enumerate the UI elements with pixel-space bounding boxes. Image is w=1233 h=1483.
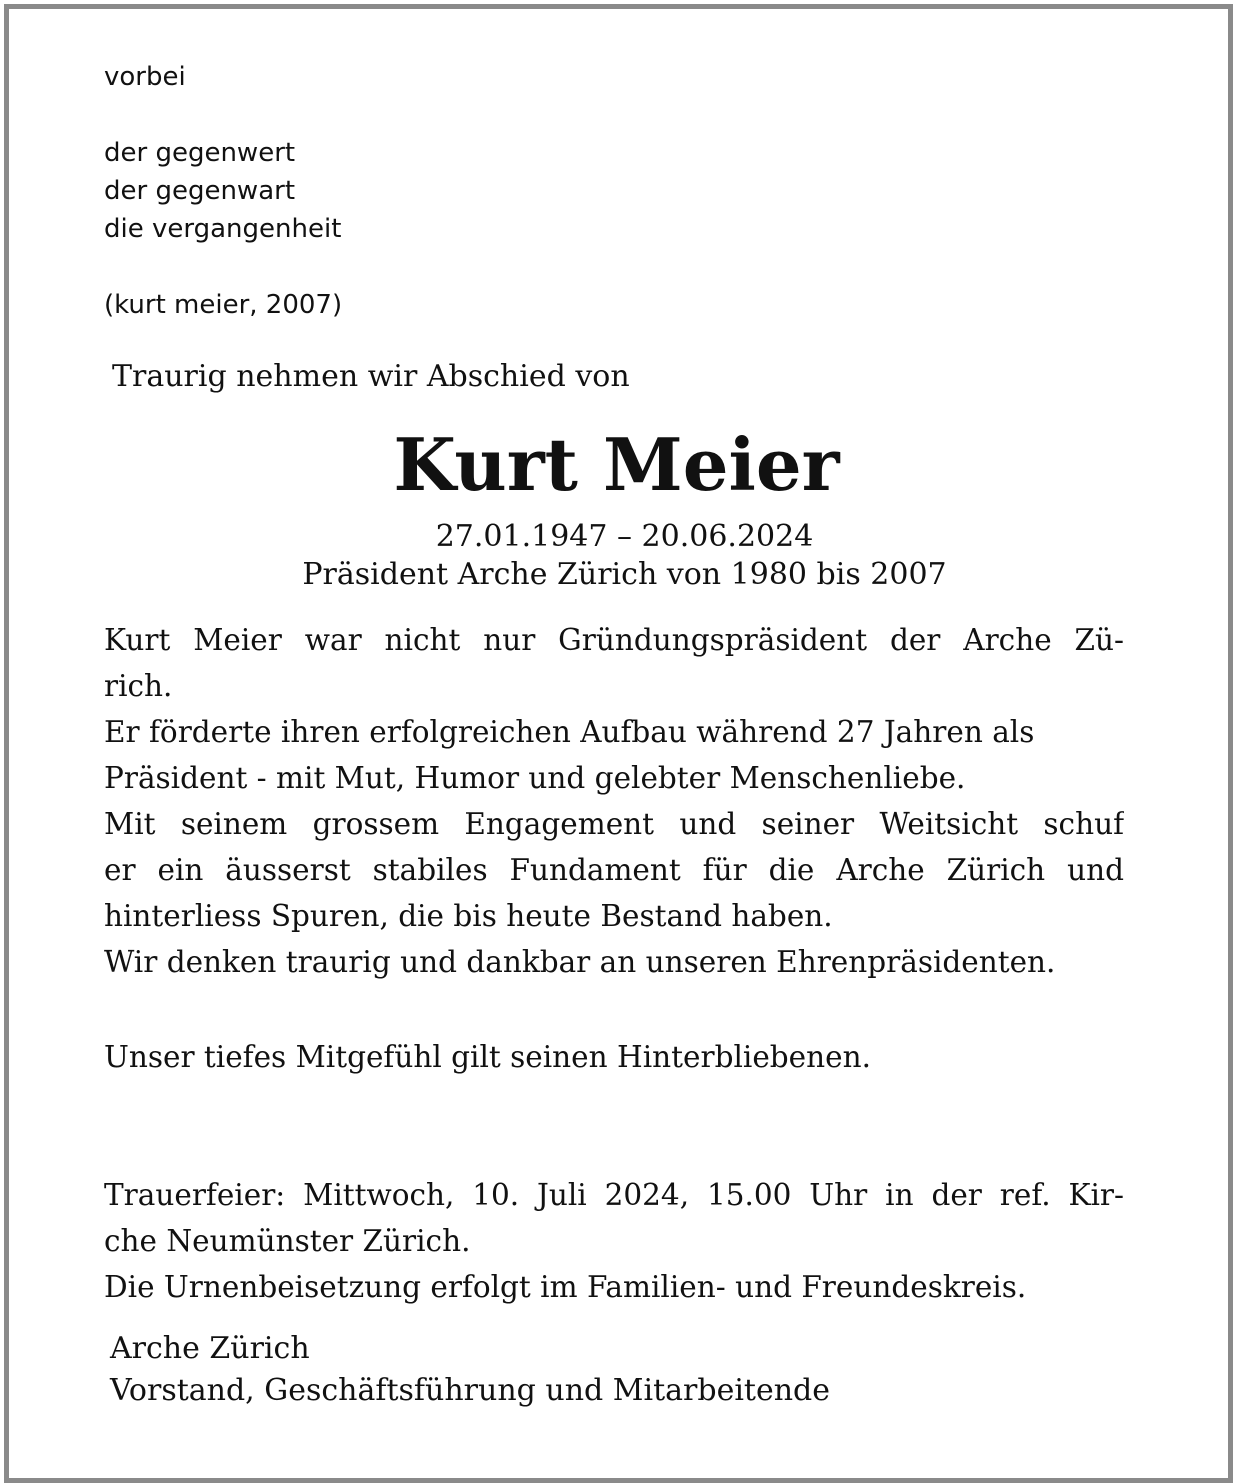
poem-attribution: (kurt meier, 2007) — [104, 290, 343, 320]
tribute-line: Wir denken traurig und dankbar an unseren Ehrenpräsidenten. — [104, 945, 1056, 979]
service-line: Die Urnenbeisetzung erfolgt im Familien- und Freundeskreis. — [104, 1270, 1027, 1304]
service-line: che Neumünster Zürich. — [104, 1224, 471, 1258]
funeral-service-info — [104, 1172, 1124, 1310]
signature — [110, 1328, 830, 1412]
tribute-line: hinterliess Spuren, die bis heute Bestand haben. — [104, 899, 833, 933]
poem — [104, 58, 342, 324]
poem-line: der gegenwart — [104, 176, 296, 206]
poem-line: der gegenwert — [104, 138, 296, 168]
deceased-name: Kurt Meier — [393, 422, 840, 507]
tribute-line: er ein äusserst stabiles Fundament für die Arche Zürich und — [104, 853, 1124, 887]
poem-line: vorbei — [104, 62, 186, 92]
role-text: Präsident Arche Zürich von 1980 bis 2007 — [302, 557, 947, 592]
tribute-line: Er förderte ihren erfolgreichen Aufbau während 27 Jahren als — [104, 715, 1035, 749]
poem-line: die vergangenheit — [104, 214, 342, 244]
tribute-line: Präsident - mit Mut, Humor und gelebter Menschenliebe. — [104, 761, 966, 795]
intro-text: Traurig nehmen wir Abschied von — [112, 359, 630, 394]
tribute-line: rich. — [104, 669, 173, 703]
signature-group: Vorstand, Geschäftsführung und Mitarbeitende — [110, 1373, 831, 1408]
tribute-line: Mit seinem grossem Engagement und seiner Weitsicht schuf — [104, 807, 1124, 841]
signature-organization: Arche Zürich — [110, 1331, 310, 1366]
tribute-line: Kurt Meier war nicht nur Gründungspräsident der Arche Zü- — [104, 623, 1124, 657]
condolence-text: Unser tiefes Mitgefühl gilt seinen Hinterbliebenen. — [104, 1040, 871, 1074]
service-line: Trauerfeier: Mittwoch, 10. Juli 2024, 15.00 Uhr in der ref. Kir- — [104, 1178, 1124, 1212]
tribute-text — [104, 617, 1124, 985]
life-dates: 27.01.1947 – 20.06.2024 — [435, 519, 814, 554]
